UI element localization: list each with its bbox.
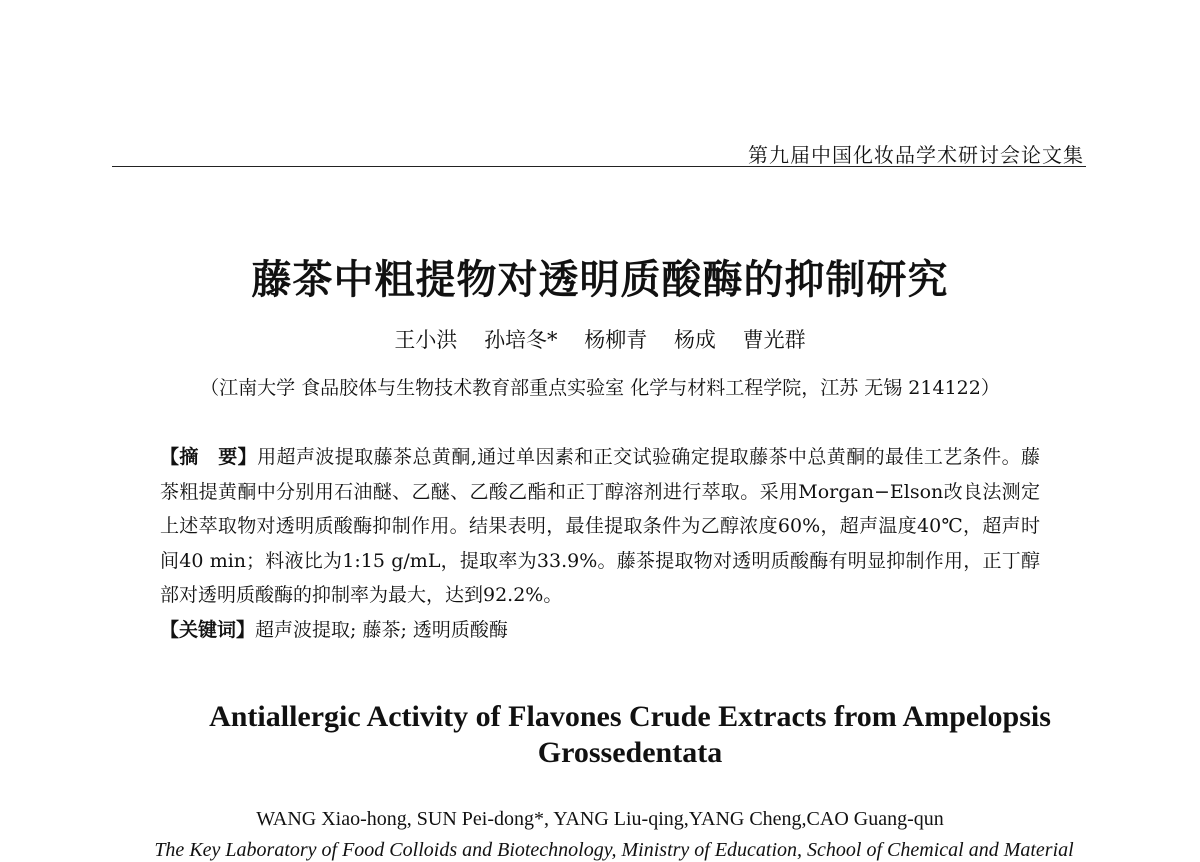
title-chinese: 藤茶中粗提物对透明质酸酶的抑制研究 bbox=[251, 257, 949, 303]
authors-english: WANG Xiao-hong, SUN Pei-dong*, YANG Liu-qing,YANG Cheng,CAO Guang-qun bbox=[256, 808, 944, 830]
author-cn-3: 杨柳青 bbox=[584, 328, 648, 352]
keywords-label: 【关键词】 bbox=[160, 618, 256, 641]
author-cn-5: 曹光群 bbox=[742, 328, 806, 352]
author-cn-1: 王小洪 bbox=[394, 328, 458, 352]
keywords-paragraph bbox=[160, 613, 1040, 648]
author-cn-4: 杨成 bbox=[673, 328, 716, 352]
abstract-label: 【摘 要】 bbox=[160, 446, 258, 468]
running-header: 第九届中国化妆品学术研讨会论文集 bbox=[748, 143, 1084, 167]
abstract-block bbox=[160, 440, 1040, 647]
author-cn-2: 孙培冬* bbox=[484, 328, 558, 352]
title-english-line-2: Grossedentata bbox=[537, 736, 723, 769]
keywords-text: 超声波提取; 藤茶; 透明质酸酶 bbox=[255, 618, 508, 641]
abstract-text: 用超声波提取藤茶总黄酮,通过单因素和正交试验确定提取藤茶中总黄酮的最佳工艺条件。藤茶粗提黄酮中分别用石油醚、乙醚、乙酸乙酯和正丁醇溶剂进行萃取。采用Morgan−Elson改良法测定上述萃取物对透明质酸酶抑制作用。结果表明，最佳提取条件为乙醇浓度60%，超声温度40℃，超声时间40 min；料液比为1:15 g/mL，提取率为33.9%。藤茶提取物对透明质酸酶有明显抑制作用，正丁醇部对透明质酸酶的抑制率为最大，达到92.2%。 bbox=[160, 446, 1040, 606]
affiliation-chinese: （江南大学 食品胶体与生物技术教育部重点实验室 化学与材料工程学院，江苏 无锡 214122） bbox=[200, 377, 1000, 399]
affiliation-english: The Key Laboratory of Food Colloids and Biotechnology, Ministry of Education, School of Chemical and Material bbox=[154, 839, 1074, 861]
header-rule bbox=[112, 166, 1086, 167]
title-english-line-1: Antiallergic Activity of Flavones Crude Extracts from Ampelopsis bbox=[209, 700, 1051, 733]
authors-chinese bbox=[0, 324, 1200, 354]
abstract-paragraph bbox=[160, 440, 1040, 613]
title-english bbox=[0, 699, 1200, 771]
